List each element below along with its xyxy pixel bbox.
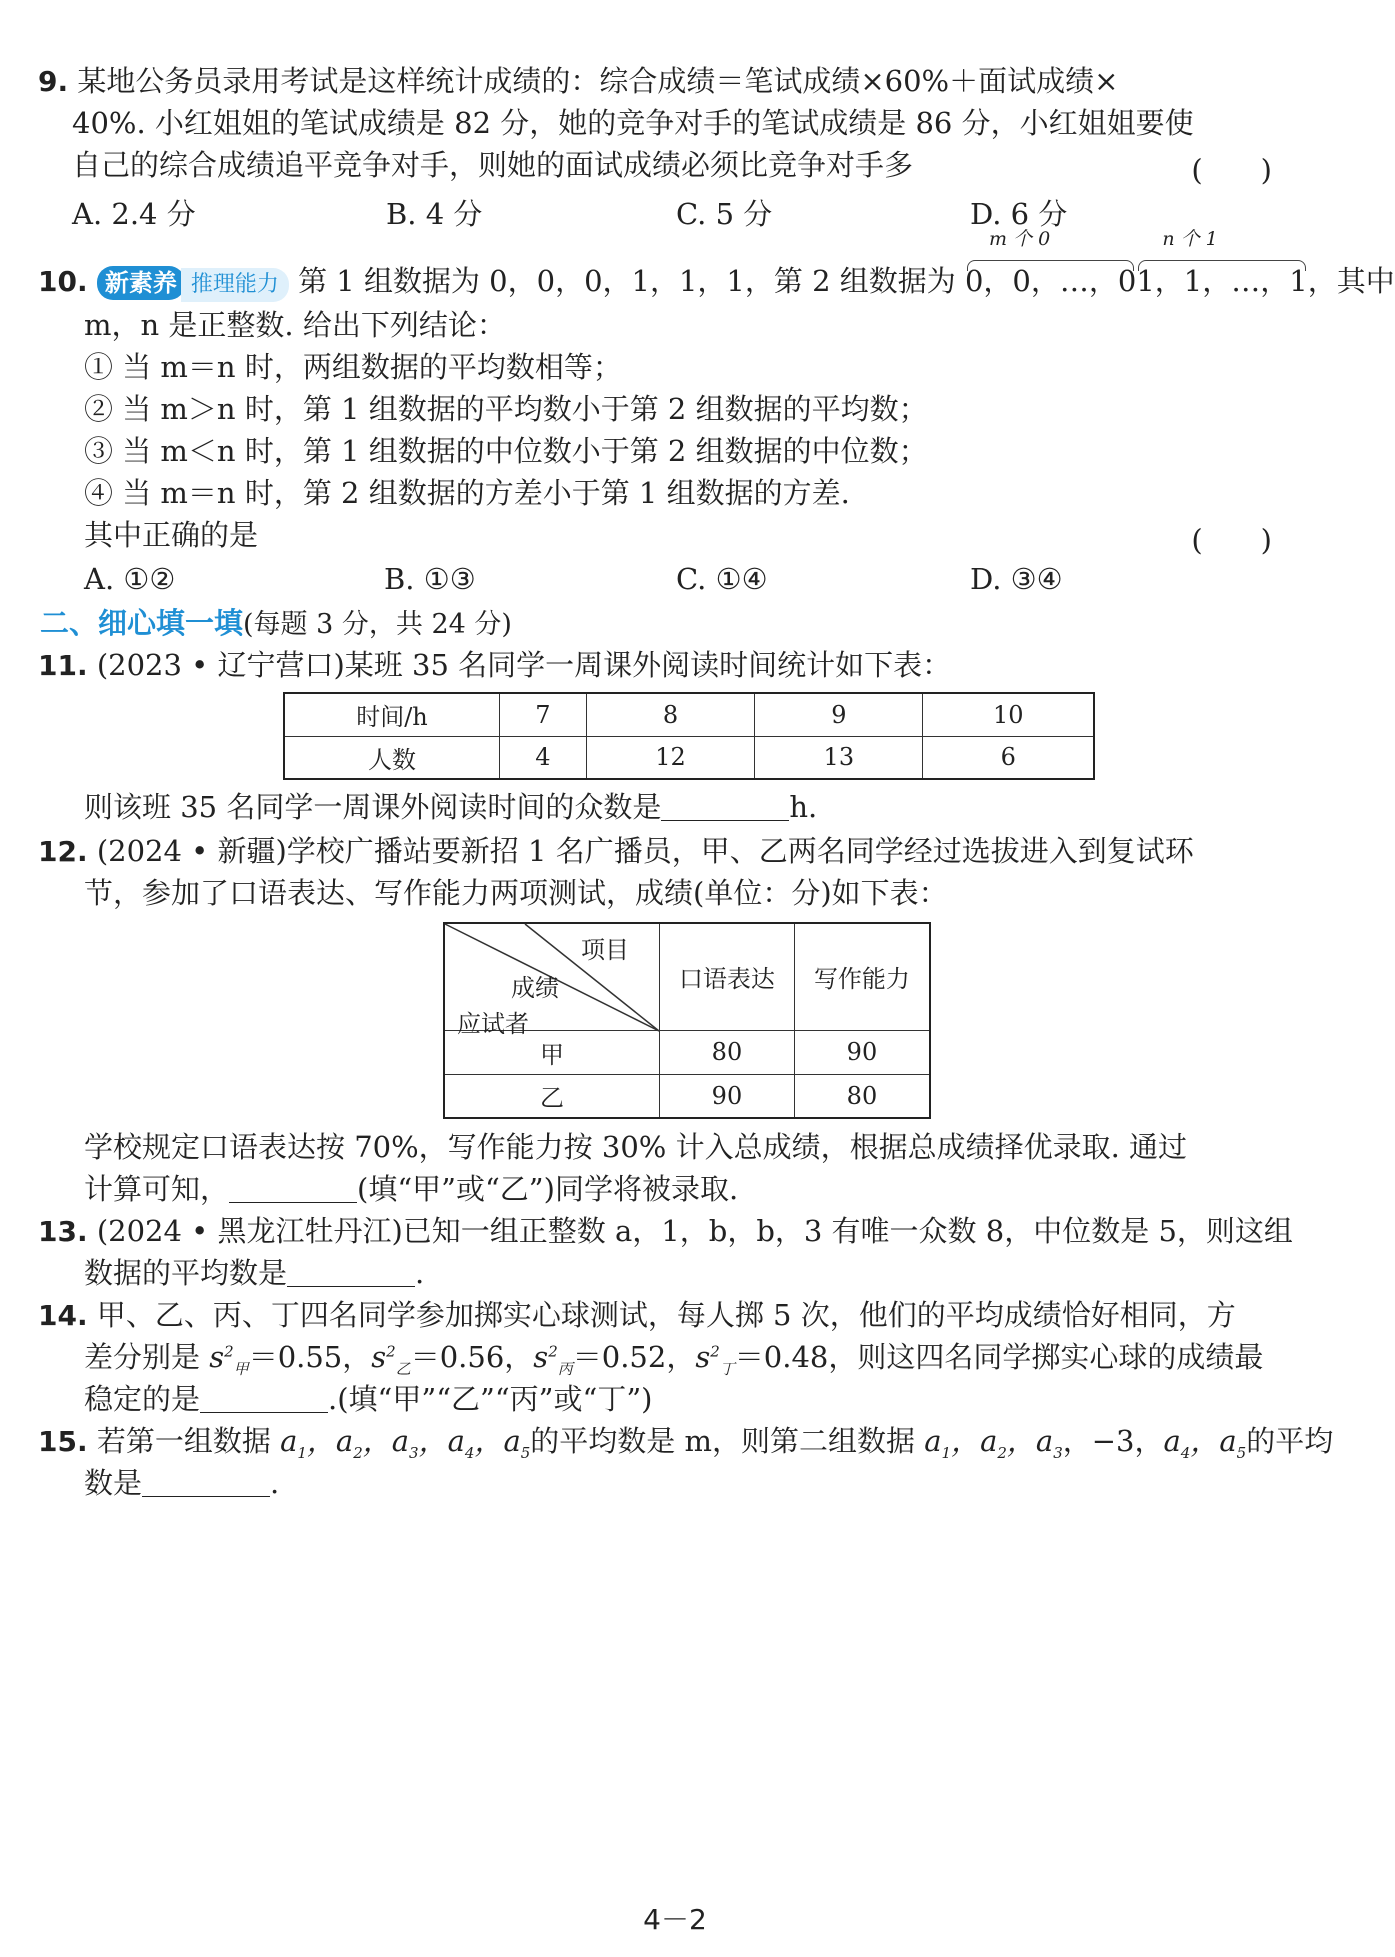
- q9-number: 9.: [38, 65, 69, 98]
- q9-option-b: B. 4 分: [386, 197, 483, 231]
- q9-line2: 40%. 小红姐姐的笔试成绩是 82 分，她的竞争对手的笔试成绩是 86 分，小红姐姐要使: [72, 106, 1194, 140]
- q14-answer-blank[interactable]: [200, 1383, 328, 1413]
- q11-number: 11.: [38, 649, 88, 682]
- section2-heading: [40, 606, 512, 641]
- q10-text-1b: ，其中: [1307, 264, 1395, 298]
- q14-val-jia: ＝0.55，: [248, 1340, 372, 1374]
- q15-text-1d: 的平均: [1246, 1424, 1334, 1458]
- q11-table-row-count: [284, 736, 1094, 779]
- q11-cell: 13: [755, 736, 923, 779]
- q11-after-b: h.: [789, 790, 818, 824]
- q12-col-oral: 口语表达: [660, 923, 795, 1030]
- q11-cell: 时间/h: [284, 693, 500, 736]
- q12-table-header: [444, 923, 930, 1030]
- q10-group2-zeros: 0，0，…，0: [964, 264, 1137, 298]
- q14-var-s-jia: $s^2_甲$: [209, 1340, 249, 1378]
- q9-option-c: C. 5 分: [676, 197, 773, 231]
- q11-cell: 8: [586, 693, 754, 736]
- q11-stem: (2023 • 辽宁营口)某班 35 名同学一周课外阅读时间统计如下表：: [96, 648, 952, 682]
- q11-table-row-time: [284, 693, 1094, 736]
- q10-group2-ones: 1，1，…，1: [1136, 264, 1308, 298]
- q11-cell: 10: [923, 693, 1094, 736]
- q14-number: 14.: [38, 1299, 88, 1332]
- q12-number: 12.: [38, 835, 88, 868]
- q12-text-1: (2024 • 新疆)学校广播站要新招 1 名广播员，甲、乙两名同学经过选拔进入到复试环: [96, 834, 1194, 868]
- q14-line2: [84, 1340, 1263, 1378]
- q10-ask: 其中正确的是: [84, 518, 259, 552]
- q10-text-1a: 第 1 组数据为 0，0，0，1，1，1，第 2 组数据为: [298, 264, 956, 298]
- q12-cell: 90: [660, 1074, 795, 1118]
- q12-line4-b: (填“甲”或“乙”)同学将被录取.: [357, 1172, 739, 1206]
- q15-text-1b: 的平均数是 m，则第二组数据: [530, 1424, 915, 1458]
- q10-group2-zeros-wrap: [964, 228, 1137, 299]
- new-literacy-badge: 新素养: [97, 266, 185, 300]
- q9-line3: 自己的综合成绩追平竞争对手，则她的面试成绩必须比竞争对手多: [72, 148, 914, 182]
- q15-answer-blank[interactable]: [142, 1467, 270, 1497]
- q13-line1: [38, 1214, 1293, 1249]
- q10-group2-ones-wrap: [1136, 228, 1308, 299]
- q9-line1: [38, 64, 1118, 99]
- q10-option-d: D. ③④: [970, 562, 1063, 596]
- q10-line2: m，n 是正整数. 给出下列结论：: [84, 308, 506, 342]
- q12-row-yi: [444, 1074, 930, 1118]
- q9-option-d: D. 6 分: [970, 197, 1068, 231]
- q10-line1: [38, 228, 1395, 302]
- q11-cell: 4: [500, 736, 587, 779]
- q13-line2-b: .: [415, 1256, 425, 1290]
- q11-after-a: 则该班 35 名同学一周课外阅读时间的众数是: [84, 790, 662, 824]
- q11-table: [283, 692, 1095, 780]
- q14-var-s-yi: $s^2_乙$: [371, 1340, 411, 1378]
- q12-col-writing: 写作能力: [794, 923, 930, 1030]
- q12-diagonal-header: [444, 923, 660, 1038]
- q13-text-1: (2024 • 黑龙江牡丹江)已知一组正整数 a，1，b，b，3 有唯一众数 8，中位数是 5，则这组: [96, 1214, 1293, 1248]
- q11-cell: 9: [755, 693, 923, 736]
- q12-diag-score: 成绩: [511, 974, 559, 1002]
- q15-text-1a: 若第一组数据: [96, 1424, 271, 1458]
- q11-cell: 7: [500, 693, 587, 736]
- q10-conclusion-1: ① 当 m＝n 时，两组数据的平均数相等；: [84, 350, 622, 384]
- brace-n-ones: [1138, 260, 1305, 271]
- q10-conclusion-2: ② 当 m＞n 时，第 1 组数据的平均数小于第 2 组数据的平均数；: [84, 392, 928, 426]
- q10-answer-paren: ( ): [1191, 523, 1272, 557]
- q15-line2-b: .: [270, 1466, 280, 1500]
- q14-line1: [38, 1298, 1236, 1333]
- page-number: 4－2: [643, 1903, 707, 1936]
- q11-cell: 12: [586, 736, 754, 779]
- section2-title: 二、细心填一填: [40, 606, 244, 640]
- q12-cell: 甲: [444, 1030, 660, 1074]
- q10-number: 10.: [38, 265, 88, 298]
- q15-data-set-2b: $a_4$，$a_5$: [1163, 1424, 1247, 1462]
- q15-line2: [84, 1466, 279, 1501]
- q14-line2-a: 差分别是: [84, 1340, 201, 1374]
- q12-answer-blank[interactable]: [229, 1173, 357, 1203]
- q9-option-a: A. 2.4 分: [72, 197, 196, 231]
- q12-cell: 乙: [444, 1074, 660, 1118]
- q14-var-s-ding: $s^2_丁$: [695, 1340, 735, 1378]
- q12-diag-candidate: 应试者: [457, 1010, 529, 1038]
- q11-answer-blank[interactable]: [661, 791, 789, 821]
- q13-answer-blank[interactable]: [287, 1257, 415, 1287]
- q13-number: 13.: [38, 1215, 88, 1248]
- q11-fill-line: [84, 790, 817, 825]
- q15-data-set-2a: $a_1$，$a_2$，$a_3$: [924, 1424, 1063, 1462]
- reasoning-badge: 推理能力: [181, 268, 289, 302]
- q14-line3: [84, 1382, 652, 1417]
- q15-line2-a: 数是: [84, 1466, 143, 1500]
- q11-line1: [38, 648, 951, 683]
- q12-cell: 80: [660, 1030, 795, 1074]
- q12-cell: 90: [794, 1030, 930, 1074]
- q12-diag-item: 项目: [581, 936, 629, 964]
- q14-line3-a: 稳定的是: [84, 1382, 201, 1416]
- q14-val-bing: ＝0.52，: [572, 1340, 696, 1374]
- brace-m-zeros: [967, 260, 1134, 271]
- section2-subtitle: (每题 3 分，共 24 分): [243, 609, 512, 640]
- q15-line1: [38, 1424, 1333, 1462]
- q12-line4-a: 计算可知，: [84, 1172, 230, 1206]
- q13-line2: [84, 1256, 424, 1291]
- q11-cell: 6: [923, 736, 1094, 779]
- q15-data-set-1: $a_1$，$a_2$，$a_3$，$a_4$，$a_5$: [280, 1424, 531, 1462]
- q12-cell: 80: [794, 1074, 930, 1118]
- q14-var-s-bing: $s^2_丙$: [533, 1340, 573, 1378]
- q10-option-a: A. ①②: [84, 562, 176, 596]
- q9-text-1: 某地公务员录用考试是这样统计成绩的：综合成绩＝笔试成绩×60%＋面试成绩×: [77, 64, 1119, 98]
- q10-option-c: C. ①④: [676, 562, 768, 596]
- q12-line4: [84, 1172, 738, 1207]
- q12-table: [443, 922, 931, 1119]
- q11-cell: 人数: [284, 736, 500, 779]
- brace-n-label: n 个 1: [1162, 228, 1218, 250]
- q15-text-1c: ，−3，: [1062, 1424, 1164, 1458]
- q10-conclusion-3: ③ 当 m＜n 时，第 1 组数据的中位数小于第 2 组数据的中位数；: [84, 434, 928, 468]
- q12-line3: 学校规定口语表达按 70%，写作能力按 30% 计入总成绩，根据总成绩择优录取. 通过: [84, 1130, 1188, 1164]
- q9-answer-paren: ( ): [1191, 153, 1272, 187]
- q10-conclusion-4: ④ 当 m＝n 时，第 2 组数据的方差小于第 1 组数据的方差.: [84, 476, 850, 510]
- q14-line3-b: .(填“甲”“乙”“丙”或“丁”): [328, 1382, 653, 1416]
- q15-number: 15.: [38, 1425, 88, 1458]
- q14-val-yi: ＝0.56，: [410, 1340, 534, 1374]
- q14-val-ding: ＝0.48，则这四名同学掷实心球的成绩最: [734, 1340, 1264, 1374]
- brace-m-label: m 个 0: [988, 228, 1051, 250]
- q12-line2: 节，参加了口语表达、写作能力两项测试，成绩(单位：分)如下表：: [84, 876, 948, 910]
- q12-line1: [38, 834, 1194, 869]
- q10-option-b: B. ①③: [384, 562, 476, 596]
- q13-line2-a: 数据的平均数是: [84, 1256, 288, 1290]
- q14-text-1: 甲、乙、丙、丁四名同学参加掷实心球测试，每人掷 5 次，他们的平均成绩恰好相同，方: [96, 1298, 1236, 1332]
